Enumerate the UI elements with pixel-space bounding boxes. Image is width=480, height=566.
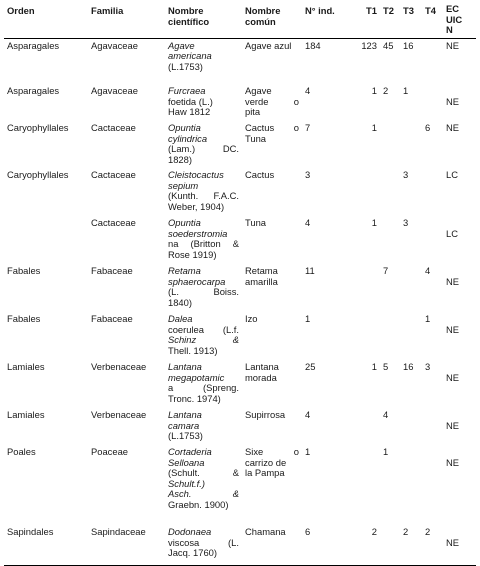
cell-t4 [422, 445, 443, 525]
cell-orden: Fabales [7, 265, 41, 276]
header-text: Nombre [168, 5, 204, 16]
cell-t4: 6 [425, 122, 431, 133]
cell-orden: Fabales [7, 313, 41, 324]
header-t4: T4 [422, 4, 443, 38]
cell-n-ind: 4 [305, 409, 311, 420]
cell-t2 [380, 525, 400, 565]
header-orden: Orden [4, 4, 88, 38]
cell-orden: Asparagales [7, 85, 60, 96]
cell-t3: 16 [403, 361, 414, 372]
scientific-name-line: americana [168, 50, 212, 62]
cell-nombre-comun [242, 445, 302, 525]
cell-t4 [422, 408, 443, 445]
cell-ec-uicn: NE [446, 324, 460, 335]
cell-t1: 2 [347, 525, 380, 565]
common-name-line: Tuna [245, 217, 267, 228]
common-name-line: Agave [245, 85, 272, 96]
common-name-line: Supirrosa [245, 409, 286, 420]
common-name-line: morada [245, 371, 277, 383]
table-row [4, 445, 476, 525]
cell-nombre-comun [242, 84, 302, 121]
cell-t4: 1 [425, 313, 431, 324]
common-name-line: pita [245, 106, 261, 118]
header-t1: T1 [347, 4, 380, 38]
scientific-name-line: sepium [168, 179, 199, 191]
header-nombre-cientifico [165, 4, 242, 38]
cell-nombre-comun [242, 525, 302, 565]
cell-familia: Poaceae [91, 446, 129, 457]
cell-t1: 1 [371, 217, 377, 228]
header-text: Nombre [245, 5, 281, 16]
header-nombre-comun [242, 4, 302, 38]
scientific-name-line: Tronc. 1974) [168, 392, 221, 404]
cell-t1: 1 [371, 85, 377, 96]
cell-n-ind: 6 [302, 525, 347, 565]
table-row [4, 84, 476, 121]
cell-t4: 3 [425, 361, 431, 372]
cell-ec-uicn: NE [443, 525, 476, 565]
header-text: común [245, 15, 276, 27]
cell-ec-uicn: NE [446, 372, 460, 383]
header-text: N [446, 24, 453, 36]
cell-t2 [380, 216, 400, 264]
common-name-line: verde o [245, 95, 299, 107]
table-row [4, 121, 476, 168]
header-row [4, 4, 476, 38]
cell-orden: Sapindales [4, 525, 88, 565]
cell-nombre-cientifico [165, 312, 242, 360]
cell-nombre-comun [242, 121, 302, 168]
species-table [4, 4, 476, 566]
cell-nombre-comun [242, 408, 302, 445]
cell-nombre-cientifico [165, 264, 242, 312]
scientific-name-line: na (Britton & [168, 238, 239, 250]
cell-t1 [347, 312, 380, 360]
header-ec-uicn [443, 4, 476, 38]
scientific-name-line: 1828) [168, 153, 192, 165]
cell-n-ind: 1 [305, 446, 311, 457]
cell-nombre-cientifico [165, 216, 242, 264]
scientific-name-line: Dodonaea [168, 526, 212, 537]
common-name-line: Cactus [245, 169, 275, 180]
common-name-line: Chamana [245, 526, 286, 537]
scientific-name-line: Asch. & [168, 488, 239, 500]
scientific-name-line: Haw 1812 [168, 106, 211, 118]
cell-t4 [422, 84, 443, 121]
cell-n-ind: 25 [305, 361, 316, 372]
scientific-name-line: Lantana [168, 361, 202, 372]
scientific-name-line: sphaerocarpa [168, 275, 226, 287]
cell-t2 [380, 168, 400, 216]
cell-orden: Caryophyllales [7, 169, 69, 180]
cell-t1: 123 [361, 39, 377, 51]
table-body [4, 38, 476, 565]
cell-t4 [422, 168, 443, 216]
cell-familia: Cactaceae [91, 217, 136, 228]
common-name-line: Agave azul [245, 39, 292, 51]
scientific-name-line: Retama [168, 265, 201, 276]
cell-t3 [400, 121, 422, 168]
cell-familia: Fabaceae [91, 265, 133, 276]
cell-t4 [422, 38, 443, 84]
scientific-name-line: cylindrica [168, 132, 208, 144]
cell-ec-uicn: LC [446, 169, 458, 180]
scientific-name-line: Schult.f.) [168, 477, 205, 489]
cell-n-ind: 4 [305, 85, 311, 96]
cell-t2: 5 [383, 361, 389, 372]
cell-ec-uicn: LC [446, 228, 458, 239]
scientific-name-line: (L. Boiss. [168, 286, 239, 298]
common-name-line: Tuna [245, 132, 267, 144]
cell-t2: 2 [383, 85, 389, 96]
cell-t2: 1 [383, 446, 389, 457]
scientific-name-line: Schinz & [168, 334, 239, 346]
table-row [4, 38, 476, 84]
common-name-line: Cactus o [245, 122, 299, 133]
scientific-name-line: Lantana [168, 409, 202, 420]
header-t3: T3 [400, 4, 422, 38]
cell-orden: Lamiales [7, 361, 45, 372]
table-row [4, 525, 476, 565]
header-text: científico [168, 15, 210, 27]
cell-t3 [400, 445, 422, 525]
common-name-line: Retama [245, 265, 278, 276]
scientific-name-line: Cortaderia [168, 446, 212, 457]
cell-ec-uicn: NE [446, 96, 460, 107]
cell-t1: 1 [371, 361, 377, 372]
common-name-line: la Pampa [245, 467, 285, 479]
common-name-line: Izo [245, 313, 258, 324]
cell-nombre-comun [242, 168, 302, 216]
cell-nombre-cientifico [165, 84, 242, 121]
cell-n-ind: 1 [305, 313, 311, 324]
cell-familia: Agavaceae [91, 39, 138, 51]
cell-ec-uicn: NE [446, 457, 460, 468]
scientific-name-line: Weber, 1904) [168, 200, 225, 212]
cell-nombre-cientifico [165, 168, 242, 216]
scientific-name-line: (Schult. & [168, 467, 239, 479]
cell-nombre-cientifico [165, 445, 242, 525]
cell-t1: 1 [371, 122, 377, 133]
cell-t2: 4 [383, 409, 389, 420]
header-t2: T2 [380, 4, 400, 38]
scientific-name-line: coerulea (L.f. [168, 323, 239, 335]
scientific-name-line: Furcraea [168, 85, 206, 96]
cell-nombre-comun [242, 38, 302, 84]
table-row [4, 264, 476, 312]
scientific-name-line: foetida (L.) [168, 95, 213, 107]
scientific-name-line: Cleistocactus [168, 169, 224, 180]
cell-orden: Asparagales [7, 39, 60, 51]
cell-t3: 16 [403, 39, 414, 51]
cell-t1 [347, 445, 380, 525]
scientific-name-line: soederstromia [168, 227, 228, 239]
scientific-name-line: Graebn. 1900) [168, 498, 229, 510]
scientific-name-line: (L.1753) [168, 430, 203, 442]
cell-t3: 3 [403, 217, 409, 228]
common-name-line: carrizo de [245, 456, 287, 468]
cell-n-ind: 3 [305, 169, 311, 180]
cell-t2: 7 [383, 265, 389, 276]
scientific-name-line: (Lam.) DC. [168, 143, 239, 155]
scientific-name-line: (Kunth. F.A.C. [168, 190, 239, 202]
cell-orden: Caryophyllales [7, 122, 69, 133]
cell-t4 [422, 216, 443, 264]
cell-familia: Cactaceae [91, 169, 136, 180]
cell-familia: Cactaceae [91, 122, 136, 133]
cell-orden [4, 216, 88, 264]
cell-nombre-comun [242, 360, 302, 408]
scientific-name-line: Thell. 1913) [168, 344, 218, 356]
common-name-line: Lantana [245, 361, 279, 372]
header-text: UIC [446, 13, 463, 25]
header-n-ind: N° ind. [302, 4, 347, 38]
cell-t4: 4 [425, 265, 431, 276]
cell-familia: Agavaceae [91, 85, 138, 96]
scientific-name-line: Jacq. 1760) [168, 547, 217, 559]
cell-nombre-comun [242, 216, 302, 264]
cell-t3 [400, 312, 422, 360]
scientific-name-line: 1840) [168, 296, 192, 308]
cell-n-ind: 7 [305, 122, 311, 133]
cell-ec-uicn: NE [446, 420, 460, 431]
table-row [4, 408, 476, 445]
cell-nombre-comun [242, 264, 302, 312]
cell-familia: Sapindaceae [88, 525, 165, 565]
cell-nombre-cientifico [165, 408, 242, 445]
cell-t3: 1 [403, 85, 409, 96]
scientific-name-line: Agave [168, 39, 195, 51]
cell-t1 [347, 408, 380, 445]
cell-t2: 45 [383, 39, 394, 51]
cell-familia: Verbenaceae [91, 409, 147, 420]
header-text: EC [446, 3, 460, 14]
cell-nombre-cientifico [165, 38, 242, 84]
scientific-name-line: Selloana [168, 456, 205, 468]
cell-orden: Poales [7, 446, 36, 457]
table-row [4, 360, 476, 408]
cell-t3 [400, 264, 422, 312]
cell-t1 [347, 168, 380, 216]
cell-t3: 2 [400, 525, 422, 565]
cell-ec-uicn: NE [446, 276, 460, 287]
table-row [4, 312, 476, 360]
cell-familia: Verbenaceae [91, 361, 147, 372]
cell-n-ind: 11 [305, 265, 315, 276]
cell-t2 [380, 121, 400, 168]
cell-n-ind: 184 [305, 39, 321, 51]
cell-t4: 2 [422, 525, 443, 565]
cell-nombre-comun [242, 312, 302, 360]
cell-orden: Lamiales [7, 409, 45, 420]
common-name-line: amarilla [245, 275, 278, 287]
header-familia: Familia [88, 4, 165, 38]
cell-nombre-cientifico [165, 525, 242, 565]
cell-t1 [347, 264, 380, 312]
scientific-name-line: Opuntia [168, 122, 201, 133]
cell-t3 [400, 408, 422, 445]
scientific-name-line: Opuntia [168, 217, 201, 228]
scientific-name-line: Dalea [168, 313, 193, 324]
cell-t3: 3 [403, 169, 409, 180]
cell-t2 [380, 312, 400, 360]
common-name-line: Sixe o [245, 446, 299, 457]
cell-familia: Fabaceae [91, 313, 133, 324]
cell-nombre-cientifico [165, 121, 242, 168]
cell-n-ind: 4 [305, 217, 311, 228]
cell-ec-uicn: NE [446, 122, 460, 133]
scientific-name-line: viscosa (L. [168, 536, 239, 548]
table-row [4, 216, 476, 264]
table-row [4, 168, 476, 216]
cell-nombre-cientifico [165, 360, 242, 408]
scientific-name-line: a (Spreng. [168, 382, 239, 394]
cell-ec-uicn: NE [446, 39, 460, 51]
scientific-name-line: Rose 1919) [168, 248, 217, 260]
scientific-name-line: megapotamic [168, 371, 225, 383]
scientific-name-line: camara [168, 419, 200, 431]
scientific-name-line: (L.1753) [168, 60, 203, 72]
